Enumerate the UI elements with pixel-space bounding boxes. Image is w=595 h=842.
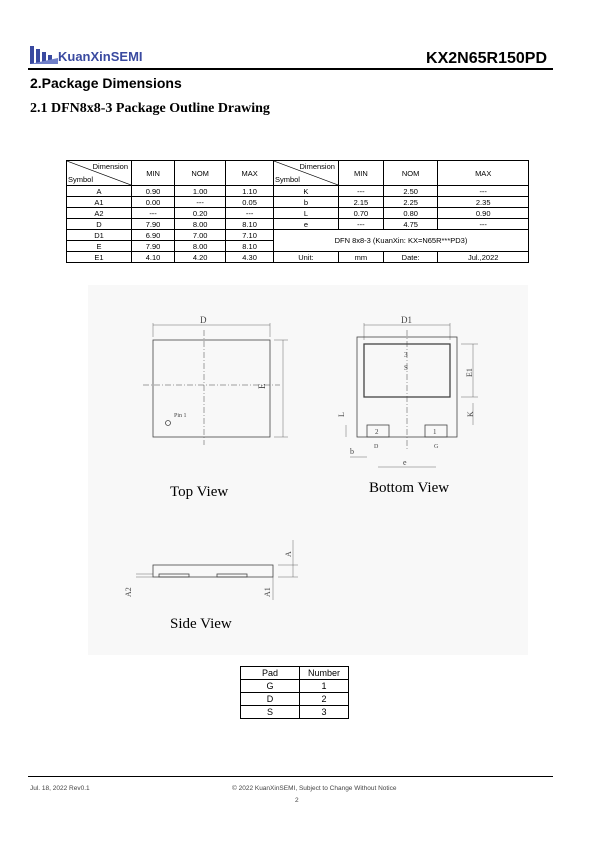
- cell-pad: G: [241, 680, 300, 693]
- cell-nom: 7.00: [175, 230, 226, 241]
- table-row: [67, 252, 529, 263]
- package-outline-drawing: [88, 285, 528, 655]
- dim-D-label: D: [200, 315, 207, 325]
- dim-L-label: L: [337, 412, 346, 417]
- footer-rule: [28, 776, 553, 777]
- dim-K-label: K: [466, 411, 475, 417]
- top-view-label: Top View: [170, 484, 229, 500]
- cell-min: 0.00: [132, 197, 175, 208]
- col-max: MAX: [226, 161, 274, 186]
- cell-symbol: E: [67, 241, 132, 252]
- dim-E1-label: E1: [465, 368, 474, 377]
- cell-symbol: L: [273, 208, 338, 219]
- table-row: [67, 197, 529, 208]
- pad-number-3: 3: [404, 351, 408, 359]
- dim-b-label: b: [350, 447, 354, 456]
- table-row: [67, 230, 529, 241]
- cell-number: 3: [300, 706, 349, 719]
- dimension-table: [66, 160, 529, 263]
- cell-max: 2.35: [438, 197, 529, 208]
- diag-bottom-label: Symbol: [68, 175, 94, 184]
- cell-symbol: A: [67, 186, 132, 197]
- cell-min: ---: [338, 219, 383, 230]
- bottom-view-label: Bottom View: [369, 480, 450, 496]
- pad-number-1: 1: [433, 428, 437, 436]
- dim-table-header: [67, 161, 529, 186]
- cell-symbol: E1: [67, 252, 132, 263]
- cell-max: ---: [438, 186, 529, 197]
- col-number: Number: [300, 667, 349, 680]
- cell-nom: 1.00: [175, 186, 226, 197]
- cell-nom: 4.20: [175, 252, 226, 263]
- package-note: DFN 8x8-3 (KuanXin: KX=N65R***PD3): [273, 230, 528, 252]
- pad-table-header: [241, 667, 349, 680]
- subsection-title: 2.1 DFN8x8-3 Package Outline Drawing: [30, 101, 270, 116]
- cell-symbol: D1: [67, 230, 132, 241]
- source-label: S: [404, 364, 408, 372]
- dim-e-label: e: [403, 458, 407, 467]
- cell-nom: 4.75: [383, 219, 438, 230]
- col-min: MIN: [132, 161, 175, 186]
- table-row: [67, 208, 529, 219]
- pad-table: [240, 666, 349, 719]
- cell-max: 0.90: [438, 208, 529, 219]
- cell-min: ---: [338, 186, 383, 197]
- cell-symbol: e: [273, 219, 338, 230]
- date-value: Jul.,2022: [438, 252, 529, 263]
- cell-min: 6.90: [132, 230, 175, 241]
- table-row: [241, 680, 349, 693]
- cell-nom: 2.25: [383, 197, 438, 208]
- table-row: [241, 706, 349, 719]
- cell-min: 7.90: [132, 219, 175, 230]
- col-max: MAX: [438, 161, 529, 186]
- cell-pad: D: [241, 693, 300, 706]
- drain-label: D: [374, 444, 379, 450]
- table-row: [241, 693, 349, 706]
- table-row: [67, 186, 529, 197]
- cell-symbol: D: [67, 219, 132, 230]
- footer-copyright: © 2022 KuanXinSEMI, Subject to Change Without Notice: [232, 785, 397, 792]
- cell-max: 8.10: [226, 241, 274, 252]
- cell-max: ---: [438, 219, 529, 230]
- cell-max: 1.10: [226, 186, 274, 197]
- section-title: 2.Package Dimensions: [30, 75, 182, 91]
- cell-nom: 8.00: [175, 219, 226, 230]
- date-label: Date:: [383, 252, 438, 263]
- dim-D1-label: D1: [401, 315, 412, 325]
- cell-pad: S: [241, 706, 300, 719]
- cell-min: 0.90: [132, 186, 175, 197]
- cell-symbol: K: [273, 186, 338, 197]
- page-number: 2: [295, 797, 299, 804]
- diag-cell-left: [67, 161, 132, 186]
- cell-max: 0.05: [226, 197, 274, 208]
- cell-min: 7.90: [132, 241, 175, 252]
- col-min: MIN: [338, 161, 383, 186]
- pin1-label: Pin 1: [174, 413, 187, 419]
- diag-top-label: Dimension: [299, 162, 335, 171]
- col-pad: Pad: [241, 667, 300, 680]
- cell-max: 4.30: [226, 252, 274, 263]
- cell-max: ---: [226, 208, 274, 219]
- cell-nom: 0.80: [383, 208, 438, 219]
- dim-A-label: A: [284, 551, 293, 557]
- unit-value: mm: [338, 252, 383, 263]
- cell-nom: 2.50: [383, 186, 438, 197]
- dim-A1-label: A1: [263, 587, 272, 597]
- cell-symbol: A1: [67, 197, 132, 208]
- cell-max: 7.10: [226, 230, 274, 241]
- cell-min: 4.10: [132, 252, 175, 263]
- table-row: [67, 219, 529, 230]
- unit-label: Unit:: [273, 252, 338, 263]
- cell-nom: 0.20: [175, 208, 226, 219]
- diag-top-label: Dimension: [92, 162, 128, 171]
- pad-number-2: 2: [375, 428, 379, 436]
- diag-cell-right: [273, 161, 338, 186]
- cell-min: 2.15: [338, 197, 383, 208]
- diag-bottom-label: Symbol: [274, 175, 300, 184]
- header-rule: [28, 68, 553, 70]
- cell-min: 0.70: [338, 208, 383, 219]
- side-view-label: Side View: [170, 616, 232, 632]
- cell-number: 2: [300, 693, 349, 706]
- logo-text: KuanXinSEMI: [58, 49, 143, 64]
- cell-min: ---: [132, 208, 175, 219]
- dim-E-label: E: [257, 383, 267, 389]
- part-number: KX2N65R150PD: [426, 50, 547, 67]
- cell-symbol: b: [273, 197, 338, 208]
- cell-nom: 8.00: [175, 241, 226, 252]
- col-nom: NOM: [383, 161, 438, 186]
- gate-label: G: [434, 444, 439, 450]
- col-nom: NOM: [175, 161, 226, 186]
- footer-date-rev: Jul. 18, 2022 Rev0.1: [30, 785, 90, 792]
- cell-max: 8.10: [226, 219, 274, 230]
- cell-symbol: A2: [67, 208, 132, 219]
- cell-nom: ---: [175, 197, 226, 208]
- cell-number: 1: [300, 680, 349, 693]
- dim-A2-label: A2: [124, 587, 133, 597]
